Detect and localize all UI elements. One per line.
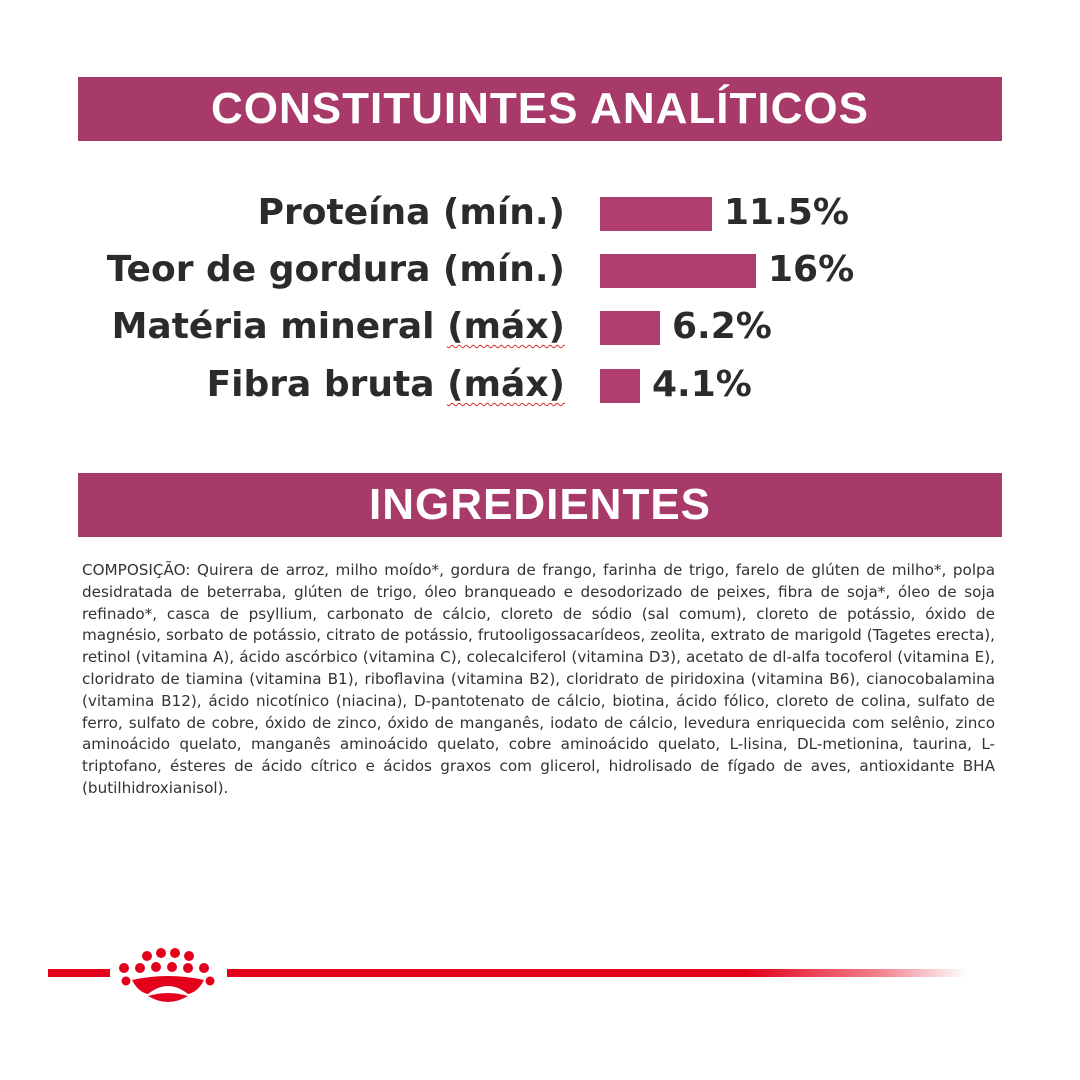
nutrient-label: [112, 299, 565, 355]
nutrient-value: 16%: [768, 249, 855, 290]
nutrient-label-main: Matéria mineral: [111, 306, 448, 347]
nutrient-row-fibra-bruta: [0, 357, 1080, 413]
nutrient-row-materia-mineral: [0, 299, 1080, 355]
nutrient-label: Teor de gordura (mín.): [106, 249, 565, 290]
nutrient-bar: [600, 369, 640, 403]
nutrient-value: 6.2%: [672, 306, 772, 347]
section-banner-ingredientes: [78, 473, 1002, 537]
section-title: INGREDIENTES: [368, 480, 712, 529]
nutrient-bar: [600, 197, 712, 231]
composition-text: COMPOSIÇÃO: Quirera de arroz, milho moído*, gordura de frango, farinha de trigo, farelo de glúten de milho*, polpa desidratada de beterraba, glúten de trigo, óleo branqueado e desodorizado de peixes, fibra de soja*, óleo de soja refinado*, casca de psyllium, carbonato de cálcio, cloreto de sódio (sal comum), cloreto de potássio, óxido de magnésio, sorbato de potássio, citrato de potássio, frutooligossacarídeos, zeolita, extrato de marigold (Tagetes erecta), retinol (vitamina A), ácido ascórbico (vitamina C), colecalciferol (vitamina D3), acetato de dl-alfa tocoferol (vitamina E), cloridrato de tiamina (vitamina B1), riboflavina (vitamina B2), cloridrato de piridoxina (vitamina B6), cianocobalamina (vitamina B12), ácido nicotínico (niacina), D-pantotenato de cálcio, biotina, ácido fólico, cloreto de colina, sulfato de ferro, sulfato de cobre, óxido de zinco, óxido de manganês, iodato de cálcio, levedura enriquecida com selênio, zinco aminoácido quelato, manganês aminoácido quelato, cobre aminoácido quelato, L-lisina, DL-metionina, taurina, L-triptofano, ésteres de ácido cítrico e ácidos graxos com glicerol, hidrolisado de fígado de aves, antioxidante BHA (butilhidroxianisol).: [82, 561, 995, 797]
footer-rule-left: [48, 969, 110, 977]
nutrient-label-main: Fibra bruta: [206, 364, 448, 405]
footer-rule-right: [227, 969, 967, 977]
section-banner-analiticos: [78, 77, 1002, 141]
nutrient-row-proteina: [0, 185, 1080, 241]
nutrient-bar: [600, 311, 660, 345]
nutrient-value: 4.1%: [652, 364, 752, 405]
nutrient-label-qualifier: (máx): [447, 364, 565, 405]
royal-crown-icon: [112, 946, 224, 1004]
nutrient-label: Proteína (mín.): [257, 192, 565, 233]
nutrient-row-gordura: [0, 242, 1080, 298]
nutrient-bar: [600, 254, 756, 288]
nutrient-label-qualifier: (máx): [447, 306, 565, 347]
nutrient-label: [207, 357, 565, 413]
nutrient-value: 11.5%: [724, 192, 849, 233]
section-title: CONSTITUINTES ANALÍTICOS: [211, 84, 869, 133]
